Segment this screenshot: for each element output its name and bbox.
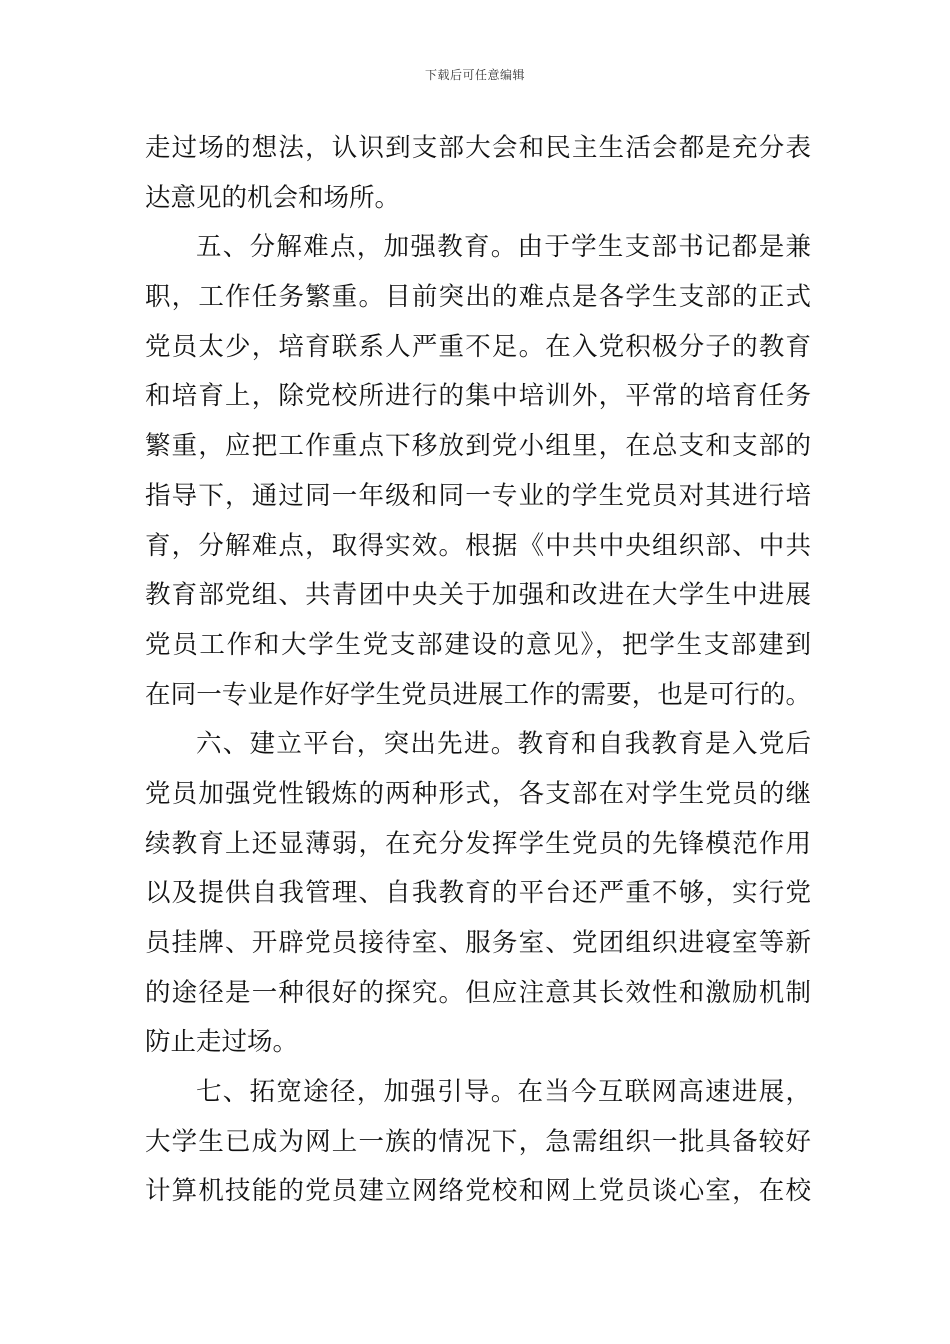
text-line: 达意见的机会和场所。: [145, 182, 401, 213]
text-line: 党员工作和大学生党支部建设的意见》，把学生支部建到: [145, 629, 811, 660]
text-line: 和培育上，除党校所进行的集中培训外，平常的培育任务: [145, 381, 811, 412]
paragraph-start-line: 七、拓宽途径，加强引导。在当今互联网高速进展，: [196, 1077, 811, 1108]
text-line: 党员太少，培育联系人严重不足。在入党积极分子的教育: [145, 331, 811, 362]
text-line: 繁重，应把工作重点下移放到党小组里，在总支和支部的: [145, 431, 811, 462]
text-line: 职，工作任务繁重。目前突出的难点是各学生支部的正式: [145, 282, 811, 313]
text-line: 大学生已成为网上一族的情况下，急需组织一批具备较好: [145, 1126, 811, 1157]
text-line: 教育部党组、共青团中央关于加强和改进在大学生中进展: [145, 580, 811, 611]
page-header: 下载后可任意编辑: [424, 68, 525, 82]
text-line: 续教育上还显薄弱，在充分发挥学生党员的先锋模范作用: [145, 828, 811, 859]
text-line: 指导下，通过同一年级和同一专业的学生党员对其进行培: [145, 480, 811, 511]
text-line: 以及提供自我管理、自我教育的平台还严重不够，实行党: [145, 878, 811, 909]
text-line: 在同一专业是作好学生党员进展工作的需要，也是可行的。: [145, 679, 811, 710]
text-line: 党员加强党性锻炼的两种形式，各支部在对学生党员的继: [145, 778, 811, 809]
text-line: 防止走过场。: [145, 1027, 299, 1058]
paragraph-start-line: 六、建立平台，突出先进。教育和自我教育是入党后: [196, 729, 811, 760]
document-body: [145, 124, 811, 1217]
text-line: 育，分解难点，取得实效。根据《中共中央组织部、中共: [145, 530, 811, 561]
text-line: 走过场的想法，认识到支部大会和民主生活会都是充分表: [145, 133, 811, 163]
paragraph-start-line: 五、分解难点，加强教育。由于学生支部书记都是兼: [196, 232, 811, 263]
text-line: 计算机技能的党员建立网络党校和网上党员谈心室，在校: [145, 1176, 811, 1207]
text-line: 员挂牌、开辟党员接待室、服务室、党团组织进寝室等新: [145, 928, 811, 958]
text-line: 的途径是一种很好的探究。但应注意其长效性和激励机制: [145, 977, 811, 1008]
